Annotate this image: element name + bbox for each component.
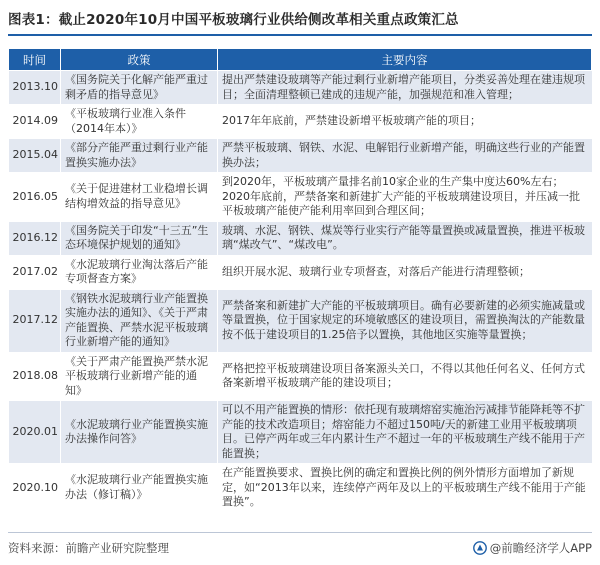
column-header-policy: 政策 <box>61 49 218 71</box>
cell-policy: 《国务院关于化解产能严重过剩矛盾的指导意见》 <box>61 71 218 105</box>
cell-content: 可以不用产能置换的情形：依托现有玻璃熔窑实施治污减排节能降耗等不扩产能的技术改造项目；熔窑能力不超过150吨/天的新建工业用平板玻璃项目。已停产两年或三年内累计生产不超过一年的平板玻璃生产线不能用于产能置换； <box>218 401 592 464</box>
footer <box>0 530 600 565</box>
table-row <box>9 401 592 464</box>
source-note: 资料来源：前瞻产业研究院整理 <box>8 541 169 555</box>
cell-content: 在产能置换要求、置换比例的确定和置换比例的例外情形方面增加了新规定，如“2013年以来，连续停产两年及以上的平板玻璃生产线不能用于产能置换”。 <box>218 464 592 513</box>
cell-content: 到2020年，平板玻璃产量排名前10家企业的生产集中度达60%左右；2020年底前，严禁备案和新建扩大产能的平板玻璃建设项目，并压减一批平板玻璃产能使产能利用率回到合理区间； <box>218 173 592 222</box>
table-row <box>9 352 592 401</box>
table-row <box>9 255 592 289</box>
table-row <box>9 105 592 139</box>
cell-time: 2015.04 <box>9 139 61 173</box>
table-header-row <box>9 49 592 71</box>
cell-policy: 《钢铁水泥玻璃行业产能置换实施办法的通知》、《关于严肃产能置换、严禁水泥平板玻璃行业新增产能的通知》 <box>61 289 218 352</box>
cell-policy: 《关于严肃产能置换严禁水泥平板玻璃行业新增产能的通知》 <box>61 352 218 401</box>
cell-policy: 《国务院关于印发“十三五”生态环境保护规划的通知》 <box>61 221 218 255</box>
table-row <box>9 71 592 105</box>
cell-time: 2016.12 <box>9 221 61 255</box>
cell-time: 2017.02 <box>9 255 61 289</box>
cell-time: 2020.01 <box>9 401 61 464</box>
brand-label: @前瞻经济学人APP <box>489 541 592 555</box>
cell-content: 严禁备案和新建扩大产能的平板玻璃项目。确有必要新建的必须实施减量或等量置换，位于国家规定的环境敏感区的建设项目，需置换淘汰的产能数量按不低于建设项目的1.25倍予以置换，其他地区实施等量置换； <box>218 289 592 352</box>
cell-time: 2014.09 <box>9 105 61 139</box>
cell-time: 2020.10 <box>9 464 61 513</box>
cell-content: 严格把控平板玻璃建设项目备案源头关口，不得以其他任何名义、任何方式备案新增平板玻璃产能的建设项目； <box>218 352 592 401</box>
cell-policy: 《部分产能严重过剩行业产能置换实施办法》 <box>61 139 218 173</box>
title-divider <box>8 34 592 36</box>
cell-content: 2017年年底前，严禁建设新增平板玻璃产能的项目； <box>218 105 592 139</box>
column-header-content: 主要内容 <box>218 49 592 71</box>
policy-table <box>8 48 592 513</box>
table-row <box>9 221 592 255</box>
cell-time: 2016.05 <box>9 173 61 222</box>
table-row <box>9 173 592 222</box>
cell-content: 组织开展水泥、玻璃行业专项督查，对落后产能进行清理整顿； <box>218 255 592 289</box>
cell-time: 2013.10 <box>9 71 61 105</box>
cell-time: 2017.12 <box>9 289 61 352</box>
table-row <box>9 289 592 352</box>
column-header-time: 时间 <box>9 49 61 71</box>
cell-policy: 《水泥玻璃行业产能置换实施办法（修订稿）》 <box>61 464 218 513</box>
cell-policy: 《水泥玻璃行业淘汰落后产能专项督查方案》 <box>61 255 218 289</box>
page-title: 图表1：截止2020年10月中国平板玻璃行业供给侧改革相关重点政策汇总 <box>8 12 459 28</box>
cell-policy: 《关于促进建材工业稳增长调结构增效益的指导意见》 <box>61 173 218 222</box>
table-row <box>9 139 592 173</box>
table-row <box>9 464 592 513</box>
cell-content: 玻璃、水泥、钢铁、煤炭等行业实行产能等量置换或减量置换，推进平板玻璃“煤改气”、“煤改电”。 <box>218 221 592 255</box>
cell-time: 2018.08 <box>9 352 61 401</box>
chart-header <box>0 0 600 40</box>
brand-watermark <box>473 540 592 556</box>
cell-content: 严禁平板玻璃、钢铁、水泥、电解铝行业新增产能，明确这些行业的产能置换办法； <box>218 139 592 173</box>
footer-divider <box>8 532 592 533</box>
brand-logo-icon <box>473 541 487 555</box>
cell-policy: 《平板玻璃行业准入条件（2014年本）》 <box>61 105 218 139</box>
cell-content: 提出严禁建设玻璃等产能过剩行业新增产能项目，分类妥善处理在建违规项目；全面清理整顿已建成的违规产能，加强规范和准入管理； <box>218 71 592 105</box>
cell-policy: 《水泥玻璃行业产能置换实施办法操作问答》 <box>61 401 218 464</box>
